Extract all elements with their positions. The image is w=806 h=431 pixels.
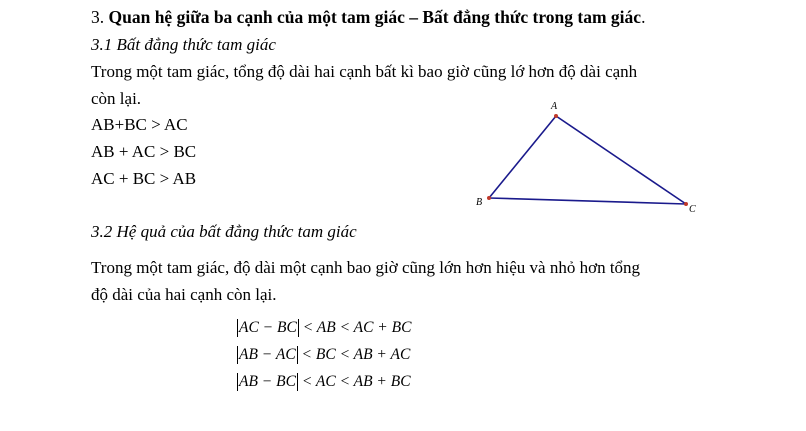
formula-1 <box>237 319 411 337</box>
vertex-b-label: B <box>476 197 483 208</box>
edge-ac <box>556 116 686 204</box>
formula-3-abs: AB − BC <box>239 373 296 390</box>
vertex-a-point <box>554 114 558 118</box>
section-period: . <box>641 7 646 27</box>
vertex-a-label: A <box>551 101 558 112</box>
vertex-c-point <box>684 202 688 206</box>
inequality-1: AB+BC > AC <box>91 115 188 134</box>
inequality-2: AB + AC > BC <box>91 142 197 161</box>
paragraph-3-1-line2: còn lại. <box>91 89 142 108</box>
formula-2-abs: AB − AC <box>239 346 296 363</box>
paragraph-3-2-line2: độ dài của hai cạnh còn lại. <box>91 285 277 304</box>
section-heading <box>91 7 645 27</box>
formula-2 <box>237 346 410 364</box>
paragraph-3-1-line1: Trong một tam giác, tổng độ dài hai cạnh bất kì bao giờ cũng lớ hơn độ dài cạnh <box>91 62 638 81</box>
triangle-figure <box>470 98 710 218</box>
paragraph-3-2-line1: Trong một tam giác, độ dài một cạnh bao giờ cũng lớn hơn hiệu và nhỏ hơn tổng <box>91 258 641 277</box>
inequality-3: AC + BC > AB <box>91 169 197 188</box>
formula-3 <box>237 373 411 391</box>
edge-bc <box>489 198 686 204</box>
vertex-c-label: C <box>689 204 696 215</box>
subsection-title-3-2: 3.2 Hệ quả của bất đẳng thức tam giác <box>91 222 357 241</box>
subsection-title-3-1: 3.1 Bất đẳng thức tam giác <box>91 35 276 54</box>
vertex-b-point <box>487 196 491 200</box>
edge-ab <box>489 116 556 198</box>
formula-1-rest: < AB < AC + BC <box>298 319 412 336</box>
formula-2-rest: < BC < AB + AC <box>297 346 411 363</box>
formula-1-abs: AC − BC <box>239 319 297 336</box>
formula-3-rest: < AC < AB + BC <box>297 373 411 390</box>
section-number: 3. <box>91 7 105 27</box>
section-title: Quan hệ giữa ba cạnh của một tam giác – Bất đẳng thức trong tam giác <box>108 7 642 27</box>
